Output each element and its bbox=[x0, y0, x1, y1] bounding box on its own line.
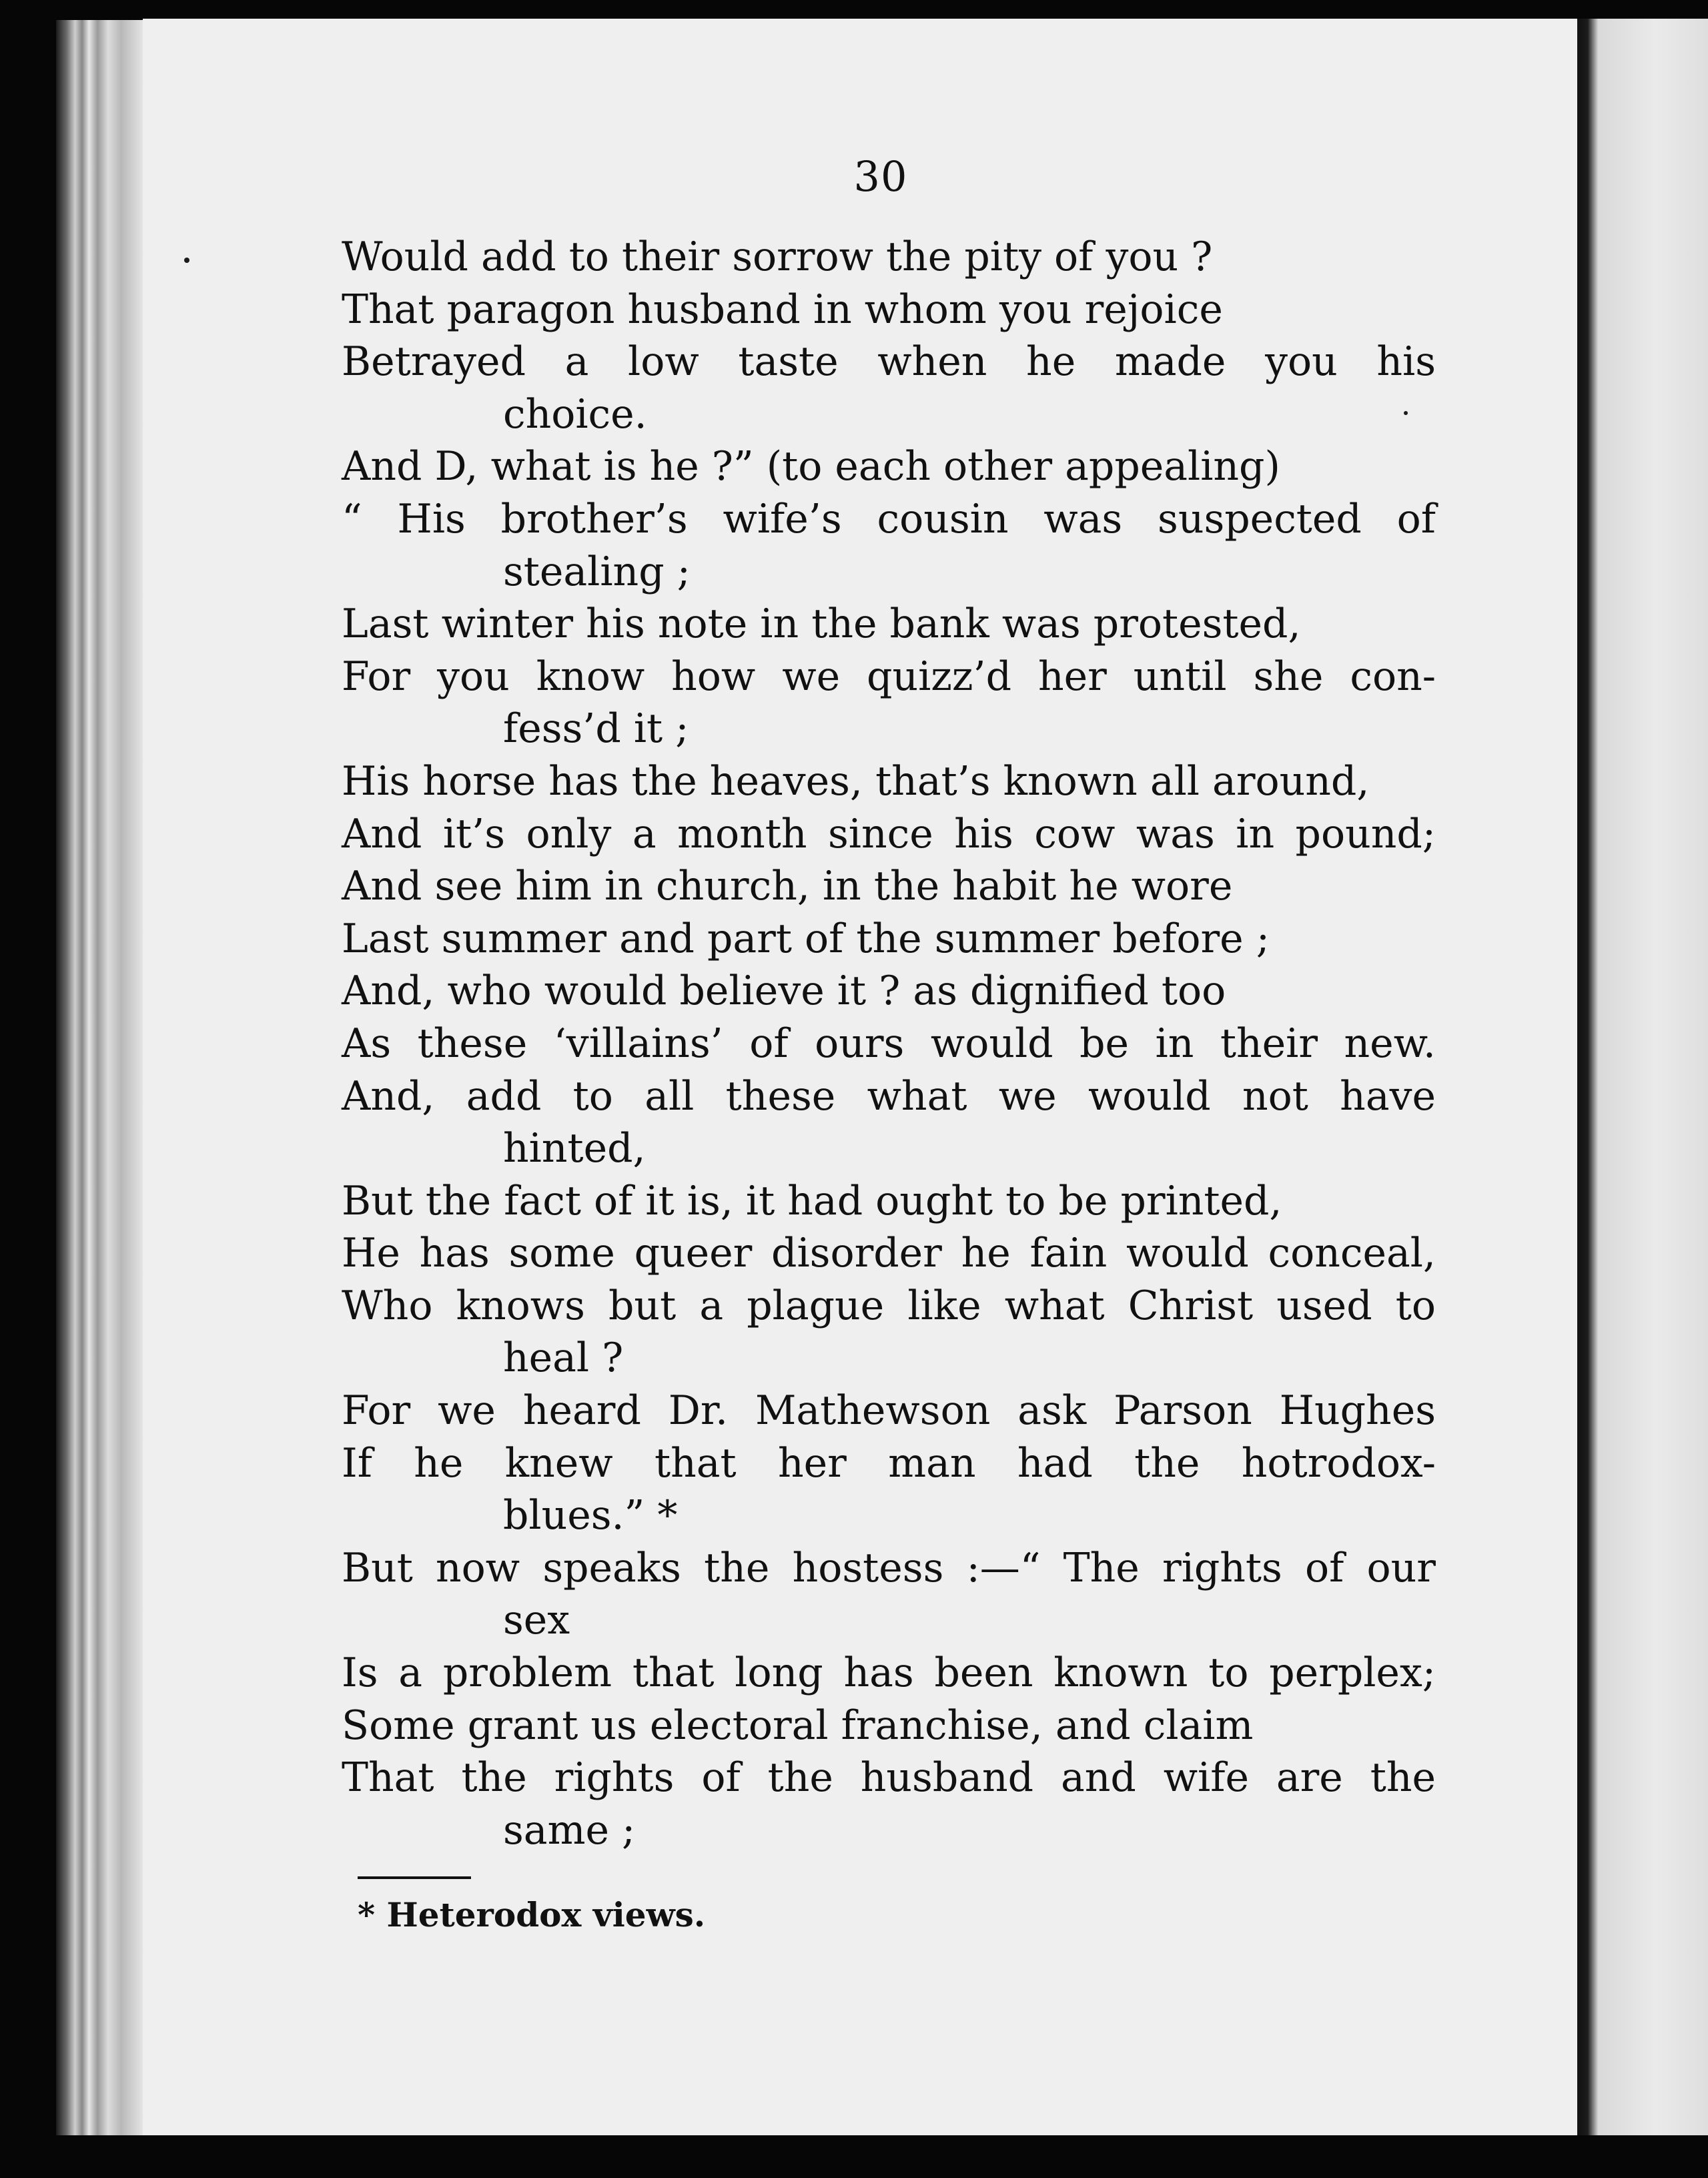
poem-line: Last summer and part of the summer before ; bbox=[342, 915, 1270, 962]
poem-line: That paragon husband in whom you rejoice bbox=[342, 286, 1223, 333]
poem-line: Would add to their sorrow the pity of you ? bbox=[342, 234, 1213, 280]
poem-line: “ His brother’s wife’s cousin was suspected of bbox=[342, 495, 1436, 542]
poem-line: stealing ; bbox=[503, 548, 691, 595]
poem-line: He has some queer disorder he fain would conceal, bbox=[342, 1230, 1436, 1277]
poem-line: heal ? bbox=[503, 1335, 624, 1382]
poem-line: But now speaks the hostess :—“ The rights of our bbox=[342, 1544, 1436, 1591]
poem-line: And, add to all these what we would not have bbox=[342, 1072, 1436, 1120]
poem-line: fess’d it ; bbox=[503, 705, 689, 753]
poem-line: For we heard Dr. Mathewson ask Parson Hughes bbox=[342, 1387, 1436, 1435]
poem-line: Last winter his note in the bank was protested, bbox=[342, 601, 1301, 648]
poem-line: And, who would believe it ? as dignified too bbox=[342, 968, 1226, 1015]
poem-line: And it’s only a month since his cow was in pound; bbox=[342, 810, 1436, 857]
poem-line: As these ‘villains’ of ours would be in their new. bbox=[342, 1020, 1436, 1067]
poem-line: That the rights of the husband and wife are the bbox=[342, 1754, 1436, 1802]
poem-line: choice. bbox=[503, 390, 647, 438]
facing-page-edge bbox=[1577, 19, 1708, 2154]
poem-line: And see him in church, in the habit he wore bbox=[342, 863, 1233, 910]
poem-line: sex bbox=[503, 1597, 570, 1644]
poem-line: If he knew that her man had the hotrodox- bbox=[342, 1439, 1436, 1487]
book-spine-edge bbox=[56, 20, 143, 2155]
poem-line: same ; bbox=[503, 1806, 636, 1854]
poem-line: hinted, bbox=[503, 1125, 646, 1172]
poem-line: But the fact of it is, it had ought to be printed, bbox=[342, 1177, 1282, 1224]
footnote: * Heterodox views. bbox=[358, 1895, 706, 1934]
page-number: 30 bbox=[853, 152, 908, 201]
poem-line: blues.” * bbox=[503, 1492, 678, 1539]
poem-line: And D, what is he ?” (to each other appealing) bbox=[342, 443, 1280, 490]
footnote-rule bbox=[358, 1876, 471, 1879]
poem-line: His horse has the heaves, that’s known all around, bbox=[342, 757, 1370, 805]
poem-line: For you know how we quizz’d her until she con- bbox=[342, 653, 1436, 700]
poem-text bbox=[342, 231, 1436, 1856]
poem-line: Betrayed a low taste when he made you his bbox=[342, 338, 1436, 386]
scan-bottom-edge bbox=[56, 2135, 1708, 2178]
poem-line: Is a problem that long has been known to perplex; bbox=[342, 1650, 1436, 1697]
poem-line: Some grant us electoral franchise, and claim bbox=[342, 1702, 1254, 1749]
poem-line: Who knows but a plague like what Christ used to bbox=[342, 1282, 1436, 1329]
ink-speck bbox=[184, 258, 189, 263]
